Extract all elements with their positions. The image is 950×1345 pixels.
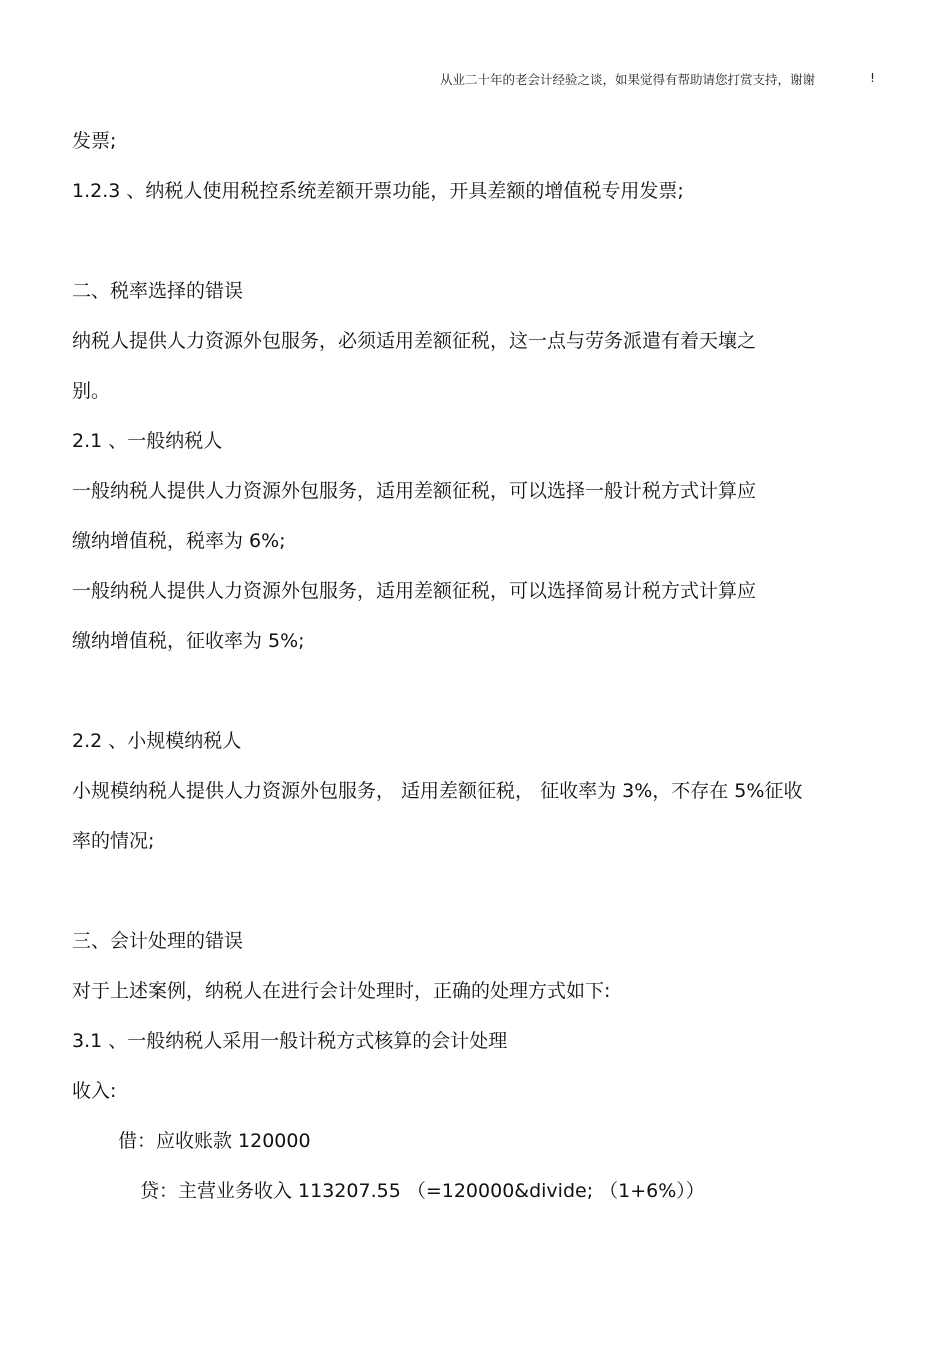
text-line: 对于上述案例，纳税人在进行会计处理时，正确的处理方式如下:	[72, 980, 611, 1002]
text-line: 别。	[72, 380, 111, 402]
section-heading: 二、税率选择的错误	[72, 280, 244, 302]
text-line: 一般纳税人提供人力资源外包服务，适用差额征税，可以选择简易计税方式计算应	[72, 580, 757, 602]
text-line: 率的情况;	[72, 830, 155, 852]
subsection-heading: 2.1 、一般纳税人	[72, 430, 223, 452]
section-heading: 三、会计处理的错误	[72, 930, 244, 952]
text-line: 1.2.3 、纳税人使用税控系统差额开票功能，开具差额的增值税专用发票;	[72, 180, 684, 202]
text-line: 发票;	[72, 130, 117, 152]
text-line: 一般纳税人提供人力资源外包服务，适用差额征税，可以选择一般计税方式计算应	[72, 480, 757, 502]
journal-debit-line: 借：应收账款 120000	[118, 1130, 311, 1152]
text-line: 缴纳增值税，税率为 6%;	[72, 530, 286, 552]
text-line: 小规模纳税人提供人力资源外包服务， 适用差额征税， 征收率为 3%，不存在 5%征收	[72, 780, 803, 802]
text-line: 缴纳增值税，征收率为 5%;	[72, 630, 305, 652]
journal-credit-line: 贷：主营业务收入 113207.55 （=120000&divide; （1+6%））	[140, 1180, 705, 1202]
text-line: 收入:	[72, 1080, 117, 1102]
header-note-mark: !	[870, 70, 876, 85]
subsection-heading: 2.2 、小规模纳税人	[72, 730, 242, 752]
header-note	[440, 70, 876, 88]
header-note-text: 从业二十年的老会计经验之谈，如果觉得有帮助请您打赏支持，谢谢	[440, 72, 816, 87]
text-line: 纳税人提供人力资源外包服务，必须适用差额征税，这一点与劳务派遣有着天壤之	[72, 330, 757, 352]
subsection-heading: 3.1 、一般纳税人采用一般计税方式核算的会计处理	[72, 1030, 508, 1052]
